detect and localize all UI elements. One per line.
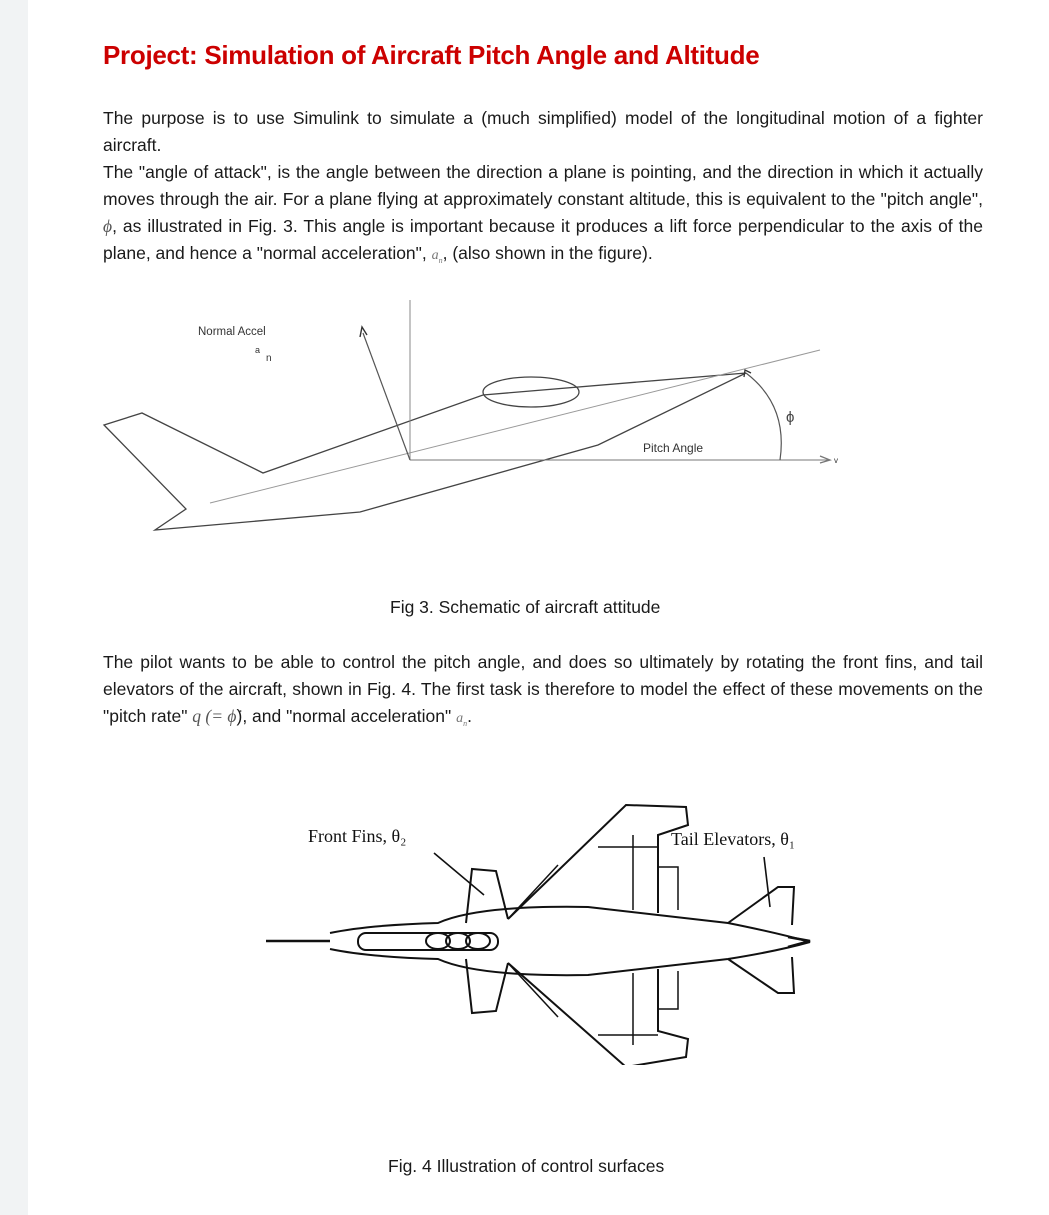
tail-elevator-leader [764,857,770,907]
an-label-a: a [255,345,261,355]
eq-symbol: (= [201,706,228,726]
pitch-angle-arc [746,373,781,460]
wing-upper-panels [598,835,678,910]
intake-line-lower [508,963,558,1017]
an-symbol: $a_n$ [431,248,443,265]
v-label: v [834,456,838,465]
an-symbol-2: $a_n$ [456,711,468,728]
phi-label: ϕ [786,409,795,426]
pitch-angle-label: Pitch Angle [643,441,704,455]
normal-accel-vector [363,333,410,460]
intro-line-1: The purpose is to use Simulink to simulate a (much simplified) model of the longitudinal motion of a fighter aircraft. [103,108,983,155]
canopy [483,377,579,407]
left-margin-bar [0,0,28,1215]
intake-line-upper [508,865,558,919]
normal-accel-label: Normal Accel [198,326,266,338]
control-text-a: The pilot wants to be able to control the pitch angle, and does so ultimately by rotating the front fins, and tail elevators of the aircraft, shown in Fig. 4. The first task is therefore to model the effect of these movements on the "pitch rate" [103,652,983,726]
tail-elevator-upper [728,887,794,925]
fig4-caption: Fig. 4 Illustration of control surfaces [388,1156,665,1176]
intro-line-2b: , as illustrated in Fig. 3. This angle is important because it produces a lift force perpendicular to the axis of the plane, and hence a "normal acceleration", [103,216,983,263]
intro-line-2c: , (also shown in the figure). [442,243,653,263]
front-fin-leader [434,853,484,895]
intro-paragraph [103,105,983,274]
document-page [28,0,1049,1215]
q-symbol: q [192,706,202,726]
wing-lower [508,963,688,1065]
fig4-fighter-top-view [258,795,818,1065]
close-paren: ) [236,706,243,726]
page-title: Project: Simulation of Aircraft Pitch Angle and Altitude [103,40,760,70]
control-end: . [467,706,472,726]
phi-symbol: ϕ [103,216,113,236]
fuselage-top [330,907,810,942]
wing-upper [508,805,688,919]
fuselage-bottom [330,942,810,975]
aircraft-axis-line [210,350,820,503]
fig3-caption: Fig 3. Schematic of aircraft attitude [390,597,661,617]
tail-elevators-label: Tail Elevators, θ₁ [671,829,796,849]
an-label-n: n [266,353,272,364]
phidot-symbol: ϕ̇ [227,706,237,726]
front-fin-upper [466,869,508,923]
intro-line-2a: The "angle of attack", is the angle between the direction a plane is pointing, and the direction in which it actually moves through the air. For a plane flying at approximately constant altitude, this is equivalent to the "pitch angle", [103,162,983,209]
tail-elevator-lower [728,957,794,993]
control-paragraph [103,649,983,737]
front-fin-lower [466,959,508,1013]
control-text-b: , and "normal acceleration" [242,706,457,726]
fig3-aircraft-attitude-diagram [98,295,878,545]
front-fins-label: Front Fins, θ₂ [308,826,407,846]
